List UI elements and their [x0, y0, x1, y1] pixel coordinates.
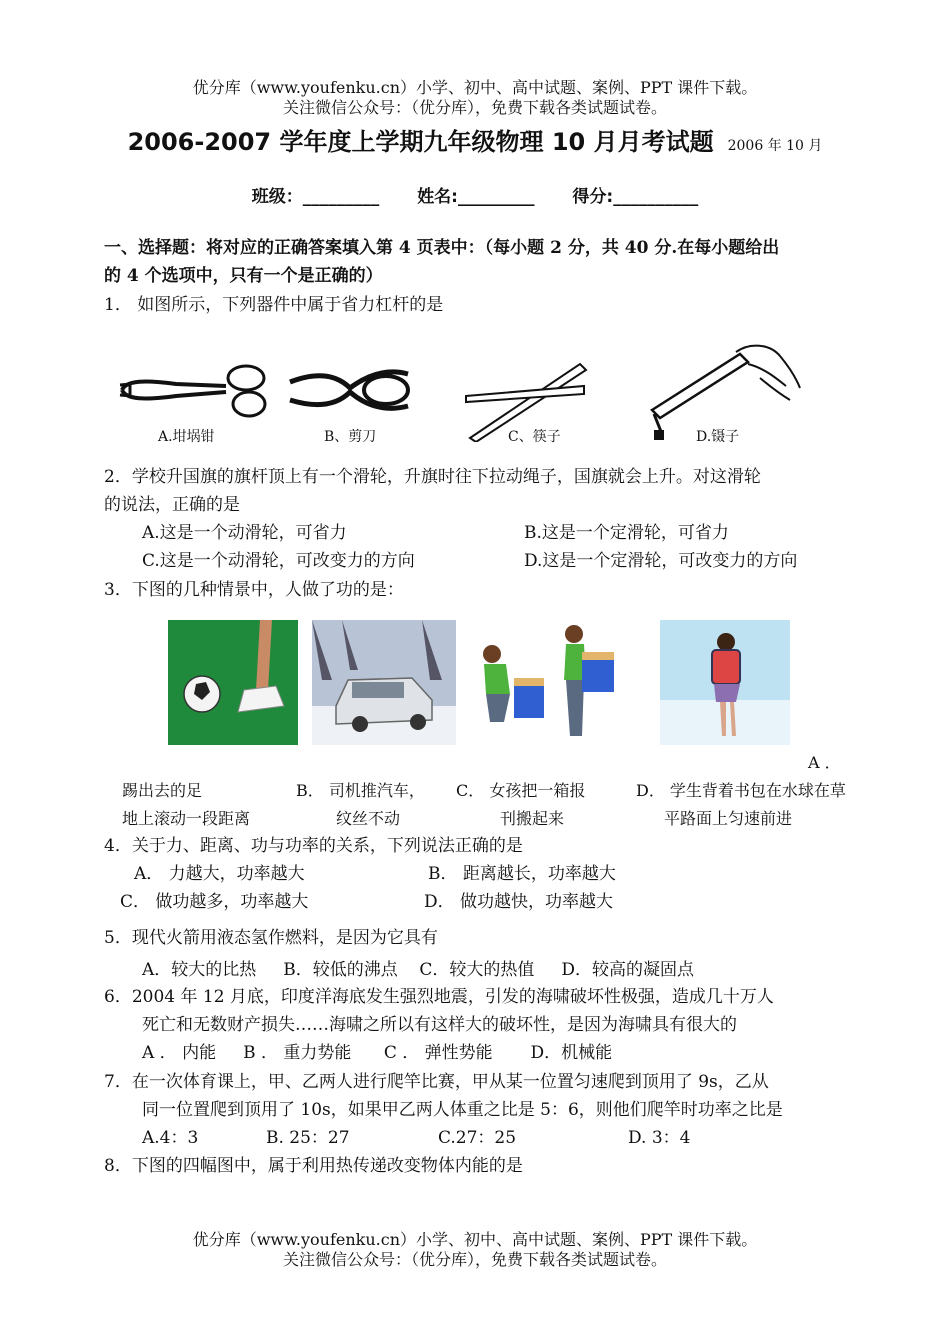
footer-line-1: 优分库（www.youfenku.cn）小学、初中、高中试题、案例、PPT 课件下载。	[192, 1230, 758, 1249]
class-field: 班级：_________	[251, 187, 380, 207]
q1-caption-b: B、剪刀	[324, 429, 377, 445]
q7-option-a: A.4：3	[142, 1128, 199, 1148]
q3-option-b-1: B． 司机推汽车，	[296, 781, 425, 800]
score-field: 得分:__________	[572, 187, 699, 207]
q6-stem-1: 6．2004 年 12 月底，印度洋海底发生强烈地震，引发的海啸破坏性极强，造成几十万人	[104, 987, 774, 1007]
q6-stem-2: 死亡和无数财产损失……海啸之所以有这样大的破坏性，是因为海啸具有很大的	[142, 1015, 737, 1035]
q7-option-b: B. 25：27	[266, 1128, 350, 1148]
q3-stem: 3．下图的几种情景中，人做了功的是：	[104, 580, 404, 600]
q7-stem-2: 同一位置爬到顶用了 10s，如果甲乙两人体重之比是 5：6，则他们爬竿时功率之比是	[142, 1100, 783, 1120]
q1-stem: 1． 如图所示，下列器件中属于省力杠杆的是	[104, 295, 444, 315]
q4-option-d: D． 做功越快，功率越大	[424, 892, 614, 912]
q2-stem-1: 2．学校升国旗的旗杆顶上有一个滑轮，升旗时往下拉动绳子，国旗就会上升。对这滑轮	[104, 467, 761, 487]
q4-option-b: B． 距离越长，功率越大	[428, 864, 616, 884]
q3-option-d-1: D． 学生背着书包在水球在草	[636, 781, 846, 800]
section-heading-2: 的 4 个选项中，只有一个是正确的）	[104, 266, 383, 286]
section-heading-1: 一、选择题：将对应的正确答案填入第 4 页表中：（每小题 2 分，共 40 分.在每小题给出	[104, 238, 780, 258]
q3-option-d-2: 平路面上匀速前进	[664, 809, 793, 828]
q6-options: A ． 内能 B ． 重力势能 C ． 弹性势能 D．机械能	[142, 1043, 613, 1063]
lifting-box-photo	[470, 618, 620, 746]
header-line-1: 优分库（www.youfenku.cn）小学、初中、高中试题、案例、PPT 课件下载。	[192, 78, 758, 97]
q2-option-a: A.这是一个动滑轮，可省力	[142, 523, 347, 543]
q2-option-c: C.这是一个动滑轮，可改变力的方向	[142, 551, 415, 571]
kicked-soccer-ball-photo	[168, 620, 298, 745]
footer-line-2: 关注微信公众号：（优分库），免费下载各类试题试卷。	[282, 1250, 667, 1269]
q7-option-d: D. 3：4	[628, 1128, 691, 1148]
q1-caption-a: A.坩埚钳	[158, 429, 215, 445]
q3-option-b-2: 纹丝不动	[336, 809, 401, 828]
q5-stem: 5．现代火箭用液态氢作燃料，是因为它具有	[104, 928, 438, 948]
q3-option-a-2: 地上滚动一段距离	[122, 809, 251, 828]
q1-caption-d: D.镊子	[696, 429, 740, 445]
title-main: 2006-2007 学年度上学期九年级物理 10 月月考试题	[127, 128, 714, 156]
q3-option-a-1: 踢出去的足	[122, 781, 203, 800]
q3-option-c-1: C． 女孩把一箱报	[456, 781, 586, 800]
q4-option-c: C． 做功越多，功率越大	[120, 892, 309, 912]
exam-title	[0, 122, 950, 157]
q3-option-c-2: 刊搬起来	[500, 809, 565, 828]
scissors-figure	[286, 352, 416, 432]
q8-stem: 8．下图的四幅图中，属于利用热传递改变物体内能的是	[104, 1156, 523, 1176]
pushing-car-photo	[312, 620, 456, 745]
q2-option-d: D.这是一个定滑轮，可改变力的方向	[524, 551, 798, 571]
q4-stem: 4．关于力、距离、功与功率的关系，下列说法正确的是	[104, 836, 523, 856]
q2-stem-2: 的说法，正确的是	[104, 495, 240, 515]
q3-option-a-tail: A ．	[808, 753, 841, 772]
name-field: 姓名:_________	[417, 187, 535, 207]
q5-options: A．较大的比热 B．较低的沸点 C．较大的热值 D．较高的凝固点	[142, 960, 695, 980]
q7-option-c: C.27：25	[438, 1128, 517, 1148]
student-info	[0, 182, 950, 207]
q4-option-a: A． 力越大，功率越大	[134, 864, 305, 884]
title-date: 2006 年 10 月	[727, 138, 823, 154]
q2-option-b: B.这是一个定滑轮，可省力	[524, 523, 729, 543]
q7-stem-1: 7．在一次体育课上，甲、乙两人进行爬竿比赛，甲从某一位置匀速爬到顶用了 9s，乙从	[104, 1072, 769, 1092]
q1-caption-c: C、筷子	[508, 429, 561, 445]
walking-student-photo	[660, 620, 790, 745]
header-line-2: 关注微信公众号：（优分库），免费下载各类试题试卷。	[282, 98, 667, 117]
